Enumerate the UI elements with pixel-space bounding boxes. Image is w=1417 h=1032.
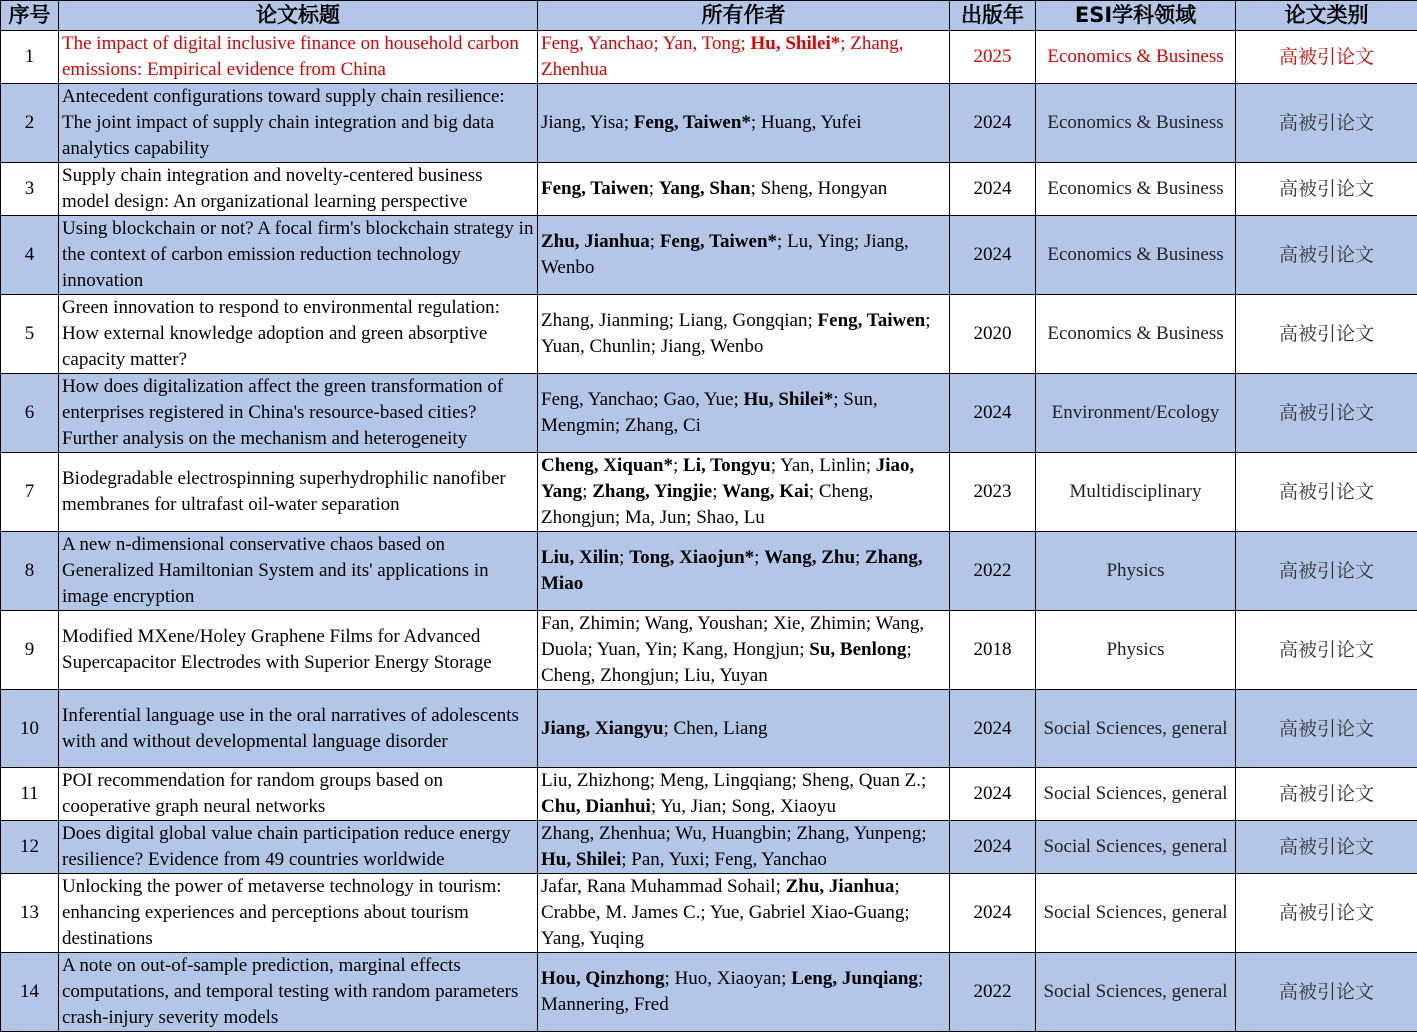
header-row — [1, 1, 1417, 31]
author-name: Yuan, Chunlin — [541, 336, 651, 357]
paper-title: A new n-dimensional conservative chaos based on Generalized Hamiltonian System and its' applications in image encryption — [59, 532, 538, 611]
header-authors: 所有作者 — [538, 1, 950, 31]
author-name: Yuan, Yin — [597, 639, 672, 660]
author-name: Jiang, Yisa — [541, 112, 624, 133]
publication-year: 2022 — [950, 532, 1036, 611]
paper-title: Does digital global value chain participation reduce energy resilience? Evidence from 49 countries worldwide — [59, 821, 538, 874]
table-row — [1, 611, 1417, 690]
publication-year: 2024 — [950, 874, 1036, 953]
paper-type: 高被引论文 — [1236, 374, 1417, 453]
author-name: Liu, Xilin — [541, 547, 619, 568]
author-name: Wang, Zhu — [764, 547, 855, 568]
author-name: Jafar, Rana Muhammad Sohail — [541, 876, 776, 897]
table-row — [1, 874, 1417, 953]
author-name: Sun, Mengmin — [541, 389, 878, 436]
author-name: Zhang, Miao — [541, 547, 923, 594]
table-row — [1, 768, 1417, 821]
publication-year: 2024 — [950, 163, 1036, 216]
author-name: Yan, Tong — [663, 33, 741, 54]
esi-field: Social Sciences, general — [1036, 874, 1236, 953]
publication-year: 2024 — [950, 768, 1036, 821]
author-name: Tong, Xiaojun* — [629, 547, 754, 568]
table-row — [1, 532, 1417, 611]
paper-title: Using blockchain or not? A focal firm's blockchain strategy in the context of carbon emission reduction technology innovation — [59, 216, 538, 295]
row-number: 11 — [1, 768, 59, 821]
paper-title: How does digitalization affect the green transformation of enterprises registered in China's resource-based cities? Further analysis on the mechanism and heterogeneity — [59, 374, 538, 453]
table-row — [1, 295, 1417, 374]
paper-type: 高被引论文 — [1236, 532, 1417, 611]
paper-type: 高被引论文 — [1236, 953, 1417, 1032]
author-name: Jiang, Xiangyu — [541, 718, 663, 739]
author-name: Feng, Taiwen* — [634, 112, 751, 133]
paper-type: 高被引论文 — [1236, 874, 1417, 953]
author-name: Sheng, Quan Z. — [802, 770, 921, 791]
paper-authors: Zhang, Zhenhua; Wu, Huangbin; Zhang, Yunpeng; Hu, Shilei; Pan, Yuxi; Feng, Yanchao — [538, 821, 950, 874]
row-number: 4 — [1, 216, 59, 295]
table-body — [1, 31, 1417, 1032]
row-number: 8 — [1, 532, 59, 611]
paper-title: Inferential language use in the oral narratives of adolescents with and without developmental language disorder — [59, 690, 538, 768]
row-number: 13 — [1, 874, 59, 953]
esi-field: Social Sciences, general — [1036, 768, 1236, 821]
esi-field: Multidisciplinary — [1036, 453, 1236, 532]
publication-year: 2025 — [950, 31, 1036, 84]
publication-year: 2024 — [950, 84, 1036, 163]
esi-field: Economics & Business — [1036, 163, 1236, 216]
paper-type: 高被引论文 — [1236, 31, 1417, 84]
paper-authors: Liu, Xilin; Tong, Xiaojun*; Wang, Zhu; Zhang, Miao — [538, 532, 950, 611]
author-name: Fan, Zhimin — [541, 613, 635, 634]
paper-type: 高被引论文 — [1236, 611, 1417, 690]
author-name: Liu, Yuyan — [684, 665, 768, 686]
author-name: Hu, Shilei — [541, 849, 621, 870]
author-name: Feng, Taiwen — [541, 178, 649, 199]
esi-field: Environment/Ecology — [1036, 374, 1236, 453]
author-name: Jiang, Wenbo — [661, 336, 764, 357]
paper-type: 高被引论文 — [1236, 216, 1417, 295]
paper-type: 高被引论文 — [1236, 295, 1417, 374]
row-number: 14 — [1, 953, 59, 1032]
esi-field: Economics & Business — [1036, 216, 1236, 295]
author-name: Kang, Hongjun — [682, 639, 799, 660]
paper-authors: Jafar, Rana Muhammad Sohail; Zhu, Jianhua; Crabbe, M. James C.; Yue, Gabriel Xiao-Guang; Yang, Yuqing — [538, 874, 950, 953]
paper-type: 高被引论文 — [1236, 84, 1417, 163]
author-name: Zhang, Zhenhua — [541, 823, 666, 844]
author-name: Wang, Kai — [722, 481, 809, 502]
esi-field: Social Sciences, general — [1036, 690, 1236, 768]
author-name: Li, Tongyu — [683, 455, 771, 476]
row-number: 6 — [1, 374, 59, 453]
table-row — [1, 374, 1417, 453]
author-name: Shao, Lu — [696, 507, 765, 528]
author-name: Chu, Dianhui — [541, 796, 651, 817]
author-name: Yang, Shan — [659, 178, 751, 199]
paper-title: POI recommendation for random groups based on cooperative graph neural networks — [59, 768, 538, 821]
paper-authors: Feng, Yanchao; Gao, Yue; Hu, Shilei*; Sun, Mengmin; Zhang, Ci — [538, 374, 950, 453]
author-name: Feng, Yanchao — [541, 33, 653, 54]
paper-type: 高被引论文 — [1236, 163, 1417, 216]
author-name: Liu, Zhizhong — [541, 770, 650, 791]
author-name: Cheng, Xiquan* — [541, 455, 673, 476]
publication-year: 2018 — [950, 611, 1036, 690]
row-number: 2 — [1, 84, 59, 163]
table-row — [1, 453, 1417, 532]
table-row — [1, 84, 1417, 163]
esi-field: Physics — [1036, 611, 1236, 690]
paper-title: Supply chain integration and novelty-centered business model design: An organizational learning perspective — [59, 163, 538, 216]
paper-authors: Liu, Zhizhong; Meng, Lingqiang; Sheng, Quan Z.; Chu, Dianhui; Yu, Jian; Song, Xiaoyu — [538, 768, 950, 821]
author-name: Yue, Gabriel Xiao-Guang — [710, 902, 905, 923]
paper-title: Biodegradable electrospinning superhydrophilic nanofiber membranes for ultrafast oil-water separation — [59, 453, 538, 532]
paper-title: Modified MXene/Holey Graphene Films for Advanced Supercapacitor Electrodes with Superior Energy Storage — [59, 611, 538, 690]
esi-field: Economics & Business — [1036, 84, 1236, 163]
author-name: Wang, Duola — [541, 613, 924, 660]
row-number: 10 — [1, 690, 59, 768]
author-name: Zhang, Jianming — [541, 310, 669, 331]
paper-authors: Jiang, Yisa; Feng, Taiwen*; Huang, Yufei — [538, 84, 950, 163]
author-name: Crabbe, M. James C. — [541, 902, 700, 923]
publication-year: 2022 — [950, 953, 1036, 1032]
author-name: Chen, Liang — [674, 718, 768, 739]
table-row — [1, 163, 1417, 216]
publication-year: 2024 — [950, 216, 1036, 295]
author-name: Wu, Huangbin — [675, 823, 786, 844]
paper-authors: Feng, Yanchao; Yan, Tong; Hu, Shilei*; Zhang, Zhenhua — [538, 31, 950, 84]
paper-type: 高被引论文 — [1236, 768, 1417, 821]
author-name: Zhang, Zhenhua — [541, 33, 904, 80]
paper-authors: Fan, Zhimin; Wang, Youshan; Xie, Zhimin; Wang, Duola; Yuan, Yin; Kang, Hongjun; Su, Benlong; Cheng, Zhongjun; Liu, Yuyan — [538, 611, 950, 690]
paper-type: 高被引论文 — [1236, 690, 1417, 768]
paper-authors: Feng, Taiwen; Yang, Shan; Sheng, Hongyan — [538, 163, 950, 216]
author-name: Pan, Yuxi — [631, 849, 704, 870]
row-number: 1 — [1, 31, 59, 84]
paper-authors: Jiang, Xiangyu; Chen, Liang — [538, 690, 950, 768]
row-number: 12 — [1, 821, 59, 874]
paper-title: Unlocking the power of metaverse technology in tourism: enhancing experiences and perceptions about tourism destinations — [59, 874, 538, 953]
header-num: 序号 — [1, 1, 59, 31]
author-name: Cheng, Zhongjun — [541, 481, 873, 528]
author-name: Hou, Qinzhong — [541, 968, 665, 989]
author-name: Song, Xiaoyu — [731, 796, 836, 817]
author-name: Jiao, Yang — [541, 455, 914, 502]
header-type: 论文类别 — [1236, 1, 1417, 31]
esi-field: Physics — [1036, 532, 1236, 611]
author-name: Hu, Shilei* — [750, 33, 840, 54]
publication-year: 2024 — [950, 690, 1036, 768]
paper-title: The impact of digital inclusive finance on household carbon emissions: Empirical evidence from China — [59, 31, 538, 84]
author-name: Feng, Yanchao — [541, 389, 653, 410]
paper-title: A note on out-of-sample prediction, marginal effects computations, and temporal testing with random parameters crash-injury severity models — [59, 953, 538, 1032]
publication-year: 2024 — [950, 374, 1036, 453]
table-row — [1, 216, 1417, 295]
author-name: Xie, Zhimin — [773, 613, 866, 634]
author-name: Huang, Yufei — [761, 112, 862, 133]
paper-title: Antecedent configurations toward supply chain resilience: The joint impact of supply chain integration and big data analytics capability — [59, 84, 538, 163]
author-name: Feng, Taiwen* — [660, 231, 777, 252]
author-name: Zhu, Jianhua — [541, 231, 650, 252]
author-name: Meng, Lingqiang — [660, 770, 792, 791]
author-name: Yang, Yuqing — [541, 928, 644, 949]
table-row — [1, 821, 1417, 874]
paper-authors: Zhu, Jianhua; Feng, Taiwen*; Lu, Ying; Jiang, Wenbo — [538, 216, 950, 295]
esi-field: Economics & Business — [1036, 295, 1236, 374]
esi-field: Social Sciences, general — [1036, 821, 1236, 874]
author-name: Feng, Taiwen — [818, 310, 926, 331]
author-name: Yan, Linlin — [780, 455, 866, 476]
publication-year: 2024 — [950, 821, 1036, 874]
publication-year: 2023 — [950, 453, 1036, 532]
author-name: Huo, Xiaoyan — [675, 968, 782, 989]
author-name: Gao, Yue — [663, 389, 733, 410]
author-name: Zhang, Ci — [625, 415, 701, 436]
author-name: Yu, Jian — [660, 796, 721, 817]
author-name: Leng, Junqiang — [791, 968, 918, 989]
author-name: Liang, Gongqian — [679, 310, 808, 331]
paper-authors: Hou, Qinzhong; Huo, Xiaoyan; Leng, Junqiang; Mannering, Fred — [538, 953, 950, 1032]
author-name: Cheng, Zhongjun — [541, 665, 674, 686]
author-name: Zhang, Yunpeng — [796, 823, 921, 844]
author-name: Hu, Shilei* — [743, 389, 833, 410]
author-name: Su, Benlong — [809, 639, 906, 660]
publication-year: 2020 — [950, 295, 1036, 374]
esi-field: Economics & Business — [1036, 31, 1236, 84]
author-name: Mannering, Fred — [541, 994, 669, 1015]
paper-authors: Cheng, Xiquan*; Li, Tongyu; Yan, Linlin; Jiao, Yang; Zhang, Yingjie; Wang, Kai; Cheng, Zhongjun; Ma, Jun; Shao, Lu — [538, 453, 950, 532]
header-field: ESI学科领域 — [1036, 1, 1236, 31]
author-name: Lu, Ying — [787, 231, 854, 252]
row-number: 7 — [1, 453, 59, 532]
table-row — [1, 690, 1417, 768]
paper-type: 高被引论文 — [1236, 821, 1417, 874]
header-year: 出版年 — [950, 1, 1036, 31]
table-row — [1, 31, 1417, 84]
table-row — [1, 953, 1417, 1032]
row-number: 5 — [1, 295, 59, 374]
author-name: Wang, Youshan — [645, 613, 763, 634]
paper-title: Green innovation to respond to environmental regulation: How external knowledge adoption and green absorptive capacity matter? — [59, 295, 538, 374]
author-name: Sheng, Hongyan — [761, 178, 888, 199]
author-name: Zhu, Jianhua — [786, 876, 895, 897]
row-number: 9 — [1, 611, 59, 690]
author-name: Feng, Yanchao — [715, 849, 827, 870]
header-title: 论文标题 — [59, 1, 538, 31]
author-name: Zhang, Yingjie — [592, 481, 712, 502]
paper-authors: Zhang, Jianming; Liang, Gongqian; Feng, Taiwen; Yuan, Chunlin; Jiang, Wenbo — [538, 295, 950, 374]
paper-type: 高被引论文 — [1236, 453, 1417, 532]
esi-field: Social Sciences, general — [1036, 953, 1236, 1032]
author-name: Jiang, Wenbo — [541, 231, 909, 278]
author-name: Ma, Jun — [625, 507, 686, 528]
row-number: 3 — [1, 163, 59, 216]
